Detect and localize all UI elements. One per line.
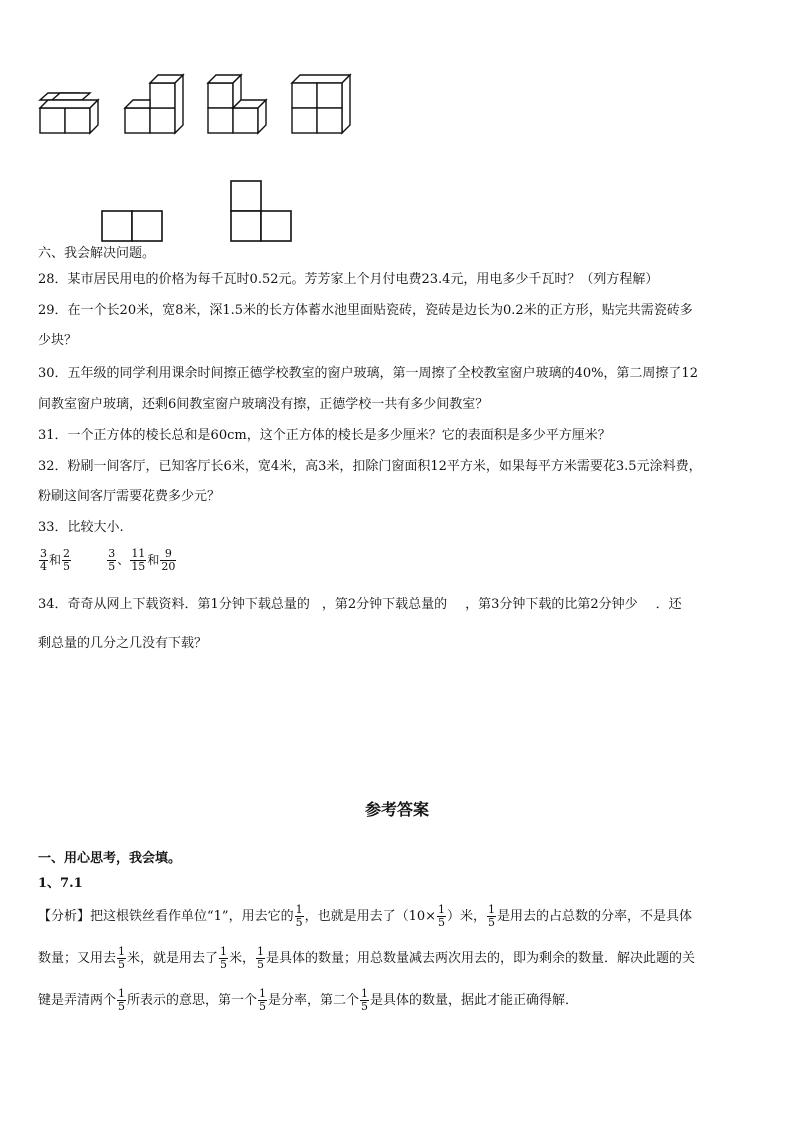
fraction xyxy=(117,946,126,971)
question-32-line-1: 32．粉刷一间客厅，已知客厅长6米，宽4米，高3米，扣除门窗面积12平方米，如果每平方米需要花3.5元涂料费， xyxy=(38,459,702,474)
fraction-numerator: 1 xyxy=(488,903,496,916)
question-33: 33．比较大小. xyxy=(38,520,124,535)
fraction-denominator: 20 xyxy=(161,560,176,573)
fraction-denominator: 5 xyxy=(295,916,303,929)
answer-1: 1、7.1 xyxy=(38,876,83,891)
text-segment: ，第2分钟下载总量的 xyxy=(321,597,448,612)
fraction xyxy=(487,904,496,929)
cube-figure-1 xyxy=(40,93,98,133)
fraction-denominator: 5 xyxy=(118,1000,126,1013)
fraction-denominator: 5 xyxy=(438,916,446,929)
text-segment: ．还 xyxy=(655,597,682,612)
view-figure-2 xyxy=(231,181,291,241)
question-31: 31．一个正方体的棱长总和是60cm，这个正方体的棱长是多少厘米？它的表面积是多少平方厘米？ xyxy=(38,428,611,443)
fraction-numerator: 1 xyxy=(259,987,267,1000)
question-32-line-2: 粉刷这间客厅需要花费多少元？ xyxy=(38,489,221,504)
view-figure-1 xyxy=(102,211,162,241)
analysis-line-1 xyxy=(38,902,692,932)
fraction xyxy=(117,988,126,1013)
fraction-numerator: 9 xyxy=(160,548,176,561)
fraction xyxy=(258,988,267,1013)
text-segment: 米，就是用去了 xyxy=(127,951,219,966)
fraction-numerator: 1 xyxy=(438,903,446,916)
analysis-line-3 xyxy=(38,986,578,1016)
fraction-denominator: 4 xyxy=(40,560,47,573)
fraction-numerator: 2 xyxy=(63,547,71,560)
text-segment: 是具体的数量，据此才能正确得解． xyxy=(370,993,579,1008)
fraction-denominator: 5 xyxy=(257,958,265,971)
answers-section-1-heading: 一、用心思考，我会填。 xyxy=(38,851,182,866)
text-segment: 所表示的意思，第一个 xyxy=(127,993,258,1008)
text-segment: 【分析】把这根铁丝看作单位“1”，用去它的 xyxy=(38,909,294,924)
question-34-line-2: 剩总量的几分之几没有下载？ xyxy=(38,636,208,651)
fraction xyxy=(107,548,116,573)
fraction-numerator: 1 xyxy=(118,987,126,1000)
fraction-denominator: 5 xyxy=(108,560,116,573)
fraction-numerator: 1 xyxy=(118,945,126,958)
fraction-numerator: 3 xyxy=(40,547,47,560)
fraction-denominator: 5 xyxy=(63,560,71,573)
fraction-numerator: 1 xyxy=(361,987,369,1000)
analysis-line-2 xyxy=(38,944,695,974)
fraction xyxy=(62,548,71,573)
answers-title: 参考答案 xyxy=(364,800,429,819)
fraction xyxy=(256,946,265,971)
text-segment: 34．奇奇从网上下载资料．第1分钟下载总量的 xyxy=(38,597,310,612)
fraction xyxy=(360,988,369,1013)
fraction-denominator: 5 xyxy=(488,916,496,929)
question-34-line-1 xyxy=(38,597,682,613)
fraction-numerator: 1 xyxy=(220,945,228,958)
cube-figure-2 xyxy=(125,75,183,133)
fraction-denominator: 5 xyxy=(361,1000,369,1013)
cube-figure-4 xyxy=(292,75,350,133)
fraction xyxy=(295,904,304,929)
text-segment: 数量；又用去 xyxy=(38,951,117,966)
fraction-denominator: 5 xyxy=(220,958,228,971)
fraction xyxy=(437,904,446,929)
text-segment: ）米， xyxy=(447,909,487,924)
fraction-denominator: 5 xyxy=(259,1000,267,1013)
fraction xyxy=(130,548,146,573)
question-33-expressions: $\frac{3}{4}$ 和 $\frac{2}{5}$ $\frac{3}{5}$ 、 $\frac{11}{15}$ 和 $\frac{9}{20}$ xyxy=(40,547,176,573)
text-segment: ，也就是用去了（10× xyxy=(304,909,437,924)
text-segment: 键是弄清两个 xyxy=(38,993,117,1008)
text-segment: 是用去的占总数的分率，不是具体 xyxy=(497,909,693,924)
fraction xyxy=(39,548,48,573)
question-28: 28．某市居民用电的价格为每千瓦时0.52元。芳芳家上个月付电费23.4元，用电多少千瓦时？（列方程解） xyxy=(38,272,659,287)
text-segment: 是分率，第二个 xyxy=(268,993,360,1008)
question-29-line-2: 少块？ xyxy=(38,333,78,348)
section-6-heading: 六、我会解决问题。 xyxy=(38,246,156,261)
text-segment: ，第3分钟下载的比第2分钟少 xyxy=(465,597,638,612)
question-30-line-1: 30．五年级的同学利用课余时间擦正德学校教室的窗户玻璃，第一周擦了全校教室窗户玻璃的40%，第二周擦了12 xyxy=(38,366,698,381)
question-29-line-1: 29．在一个长20米，宽8米，深1.5米的长方体蓄水池里面贴瓷砖，瓷砖是边长为0.2米的正方形，贴完共需瓷砖多 xyxy=(38,303,693,318)
fraction-numerator: 3 xyxy=(108,547,116,560)
text-segment: 米， xyxy=(229,951,256,966)
fraction-numerator: 11 xyxy=(131,547,146,560)
question-30-line-2: 间教室窗户玻璃，还剩6间教室窗户玻璃没有擦，正德学校一共有多少间教室？ xyxy=(38,397,489,412)
view-figures xyxy=(95,178,305,246)
text-segment: 是具体的数量；用总数量减去两次用去的，即为剩余的数量．解决此题的关 xyxy=(266,951,696,966)
fraction-denominator: 15 xyxy=(131,560,146,573)
cube-figures xyxy=(30,70,370,140)
fraction xyxy=(219,946,228,971)
fraction-numerator: 1 xyxy=(295,903,303,916)
cube-figure-3 xyxy=(208,75,266,133)
fraction-numerator: 1 xyxy=(257,945,265,958)
fraction xyxy=(160,548,176,573)
fraction-denominator: 5 xyxy=(118,958,126,971)
